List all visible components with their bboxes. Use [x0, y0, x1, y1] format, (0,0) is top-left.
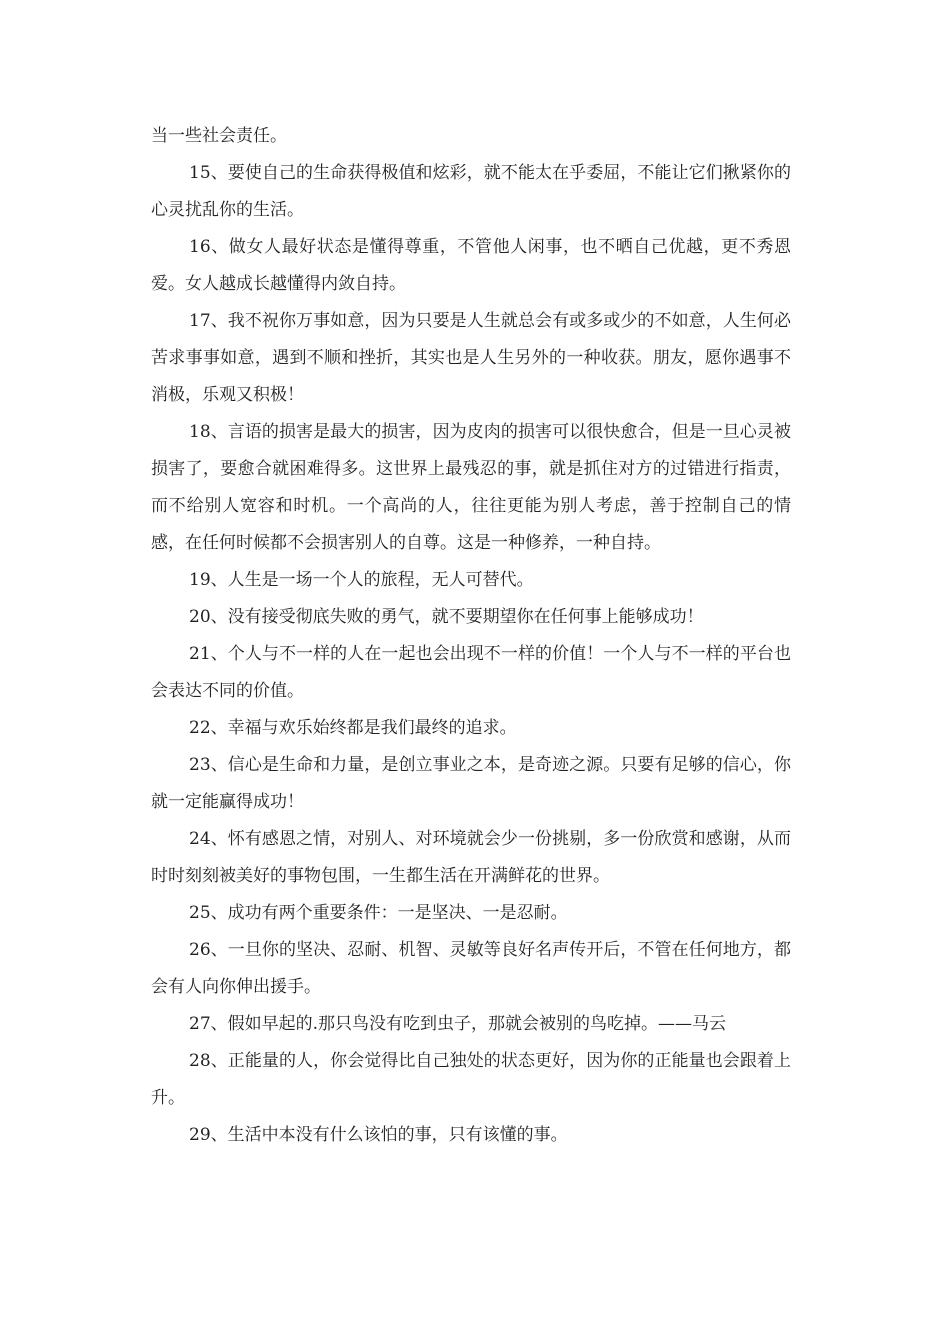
- paragraph: 19、人生是一场一个人的旅程，无人可替代。: [189, 570, 534, 590]
- paragraph: 25、成功有两个重要条件：一是坚决、一是忍耐。: [189, 903, 568, 923]
- paragraph: 24、怀有感恩之情，对别人、对环境就会少一份挑剔，多一份欣赏和感谢，从而时时刻刻被美好的事物包围，一生都生活在开满鲜花的世界。: [151, 829, 791, 886]
- paragraph: 26、一旦你的坚决、忍耐、机智、灵敏等良好名声传开后，不管在任何地方，都会有人向你伸出援手。: [151, 940, 791, 997]
- paragraph: 17、我不祝你万事如意，因为只要是人生就总会有或多或少的不如意，人生何必苦求事事如意，遇到不顺和挫折，其实也是人生另外的一种收获。朋友，愿你遇事不消极，乐观又积极！: [151, 311, 791, 405]
- paragraph: 23、信心是生命和力量，是创立事业之本，是奇迹之源。只要有足够的信心，你就一定能赢得成功！: [151, 755, 791, 812]
- paragraph: 20、没有接受彻底失败的勇气，就不要期望你在任何事上能够成功！: [189, 607, 704, 627]
- paragraph: 29、生活中本没有什么该怕的事，只有该懂的事。: [189, 1125, 568, 1145]
- paragraph: 27、假如早起的.那只鸟没有吃到虫子，那就会被别的鸟吃掉。——马云: [189, 1014, 727, 1034]
- paragraph: 16、做女人最好状态是懂得尊重，不管他人闲事，也不晒自己优越，更不秀恩爱。女人越成长越懂得内敛自持。: [151, 237, 791, 294]
- document-body: [151, 118, 791, 1154]
- paragraph: 当一些社会责任。: [151, 126, 287, 146]
- paragraph: 21、个人与不一样的人在一起也会出现不一样的价值！一个人与不一样的平台也会表达不同的价值。: [151, 644, 791, 701]
- paragraph: 15、要使自己的生命获得极值和炫彩，就不能太在乎委屈，不能让它们揪紧你的心灵扰乱你的生活。: [151, 163, 791, 220]
- paragraph: 18、言语的损害是最大的损害，因为皮肉的损害可以很快愈合，但是一旦心灵被损害了，要愈合就困难得多。这世界上最残忍的事，就是抓住对方的过错进行指责，而不给别人宽容和时机。一个高尚的人，往往更能为别人考虑，善于控制自己的情感，在任何时候都不会损害别人的自尊。这是一种修养，一种自持。: [151, 422, 791, 553]
- paragraph: 22、幸福与欢乐始终都是我们最终的追求。: [189, 718, 517, 738]
- paragraph: 28、正能量的人，你会觉得比自己独处的状态更好，因为你的正能量也会跟着上升。: [151, 1051, 791, 1108]
